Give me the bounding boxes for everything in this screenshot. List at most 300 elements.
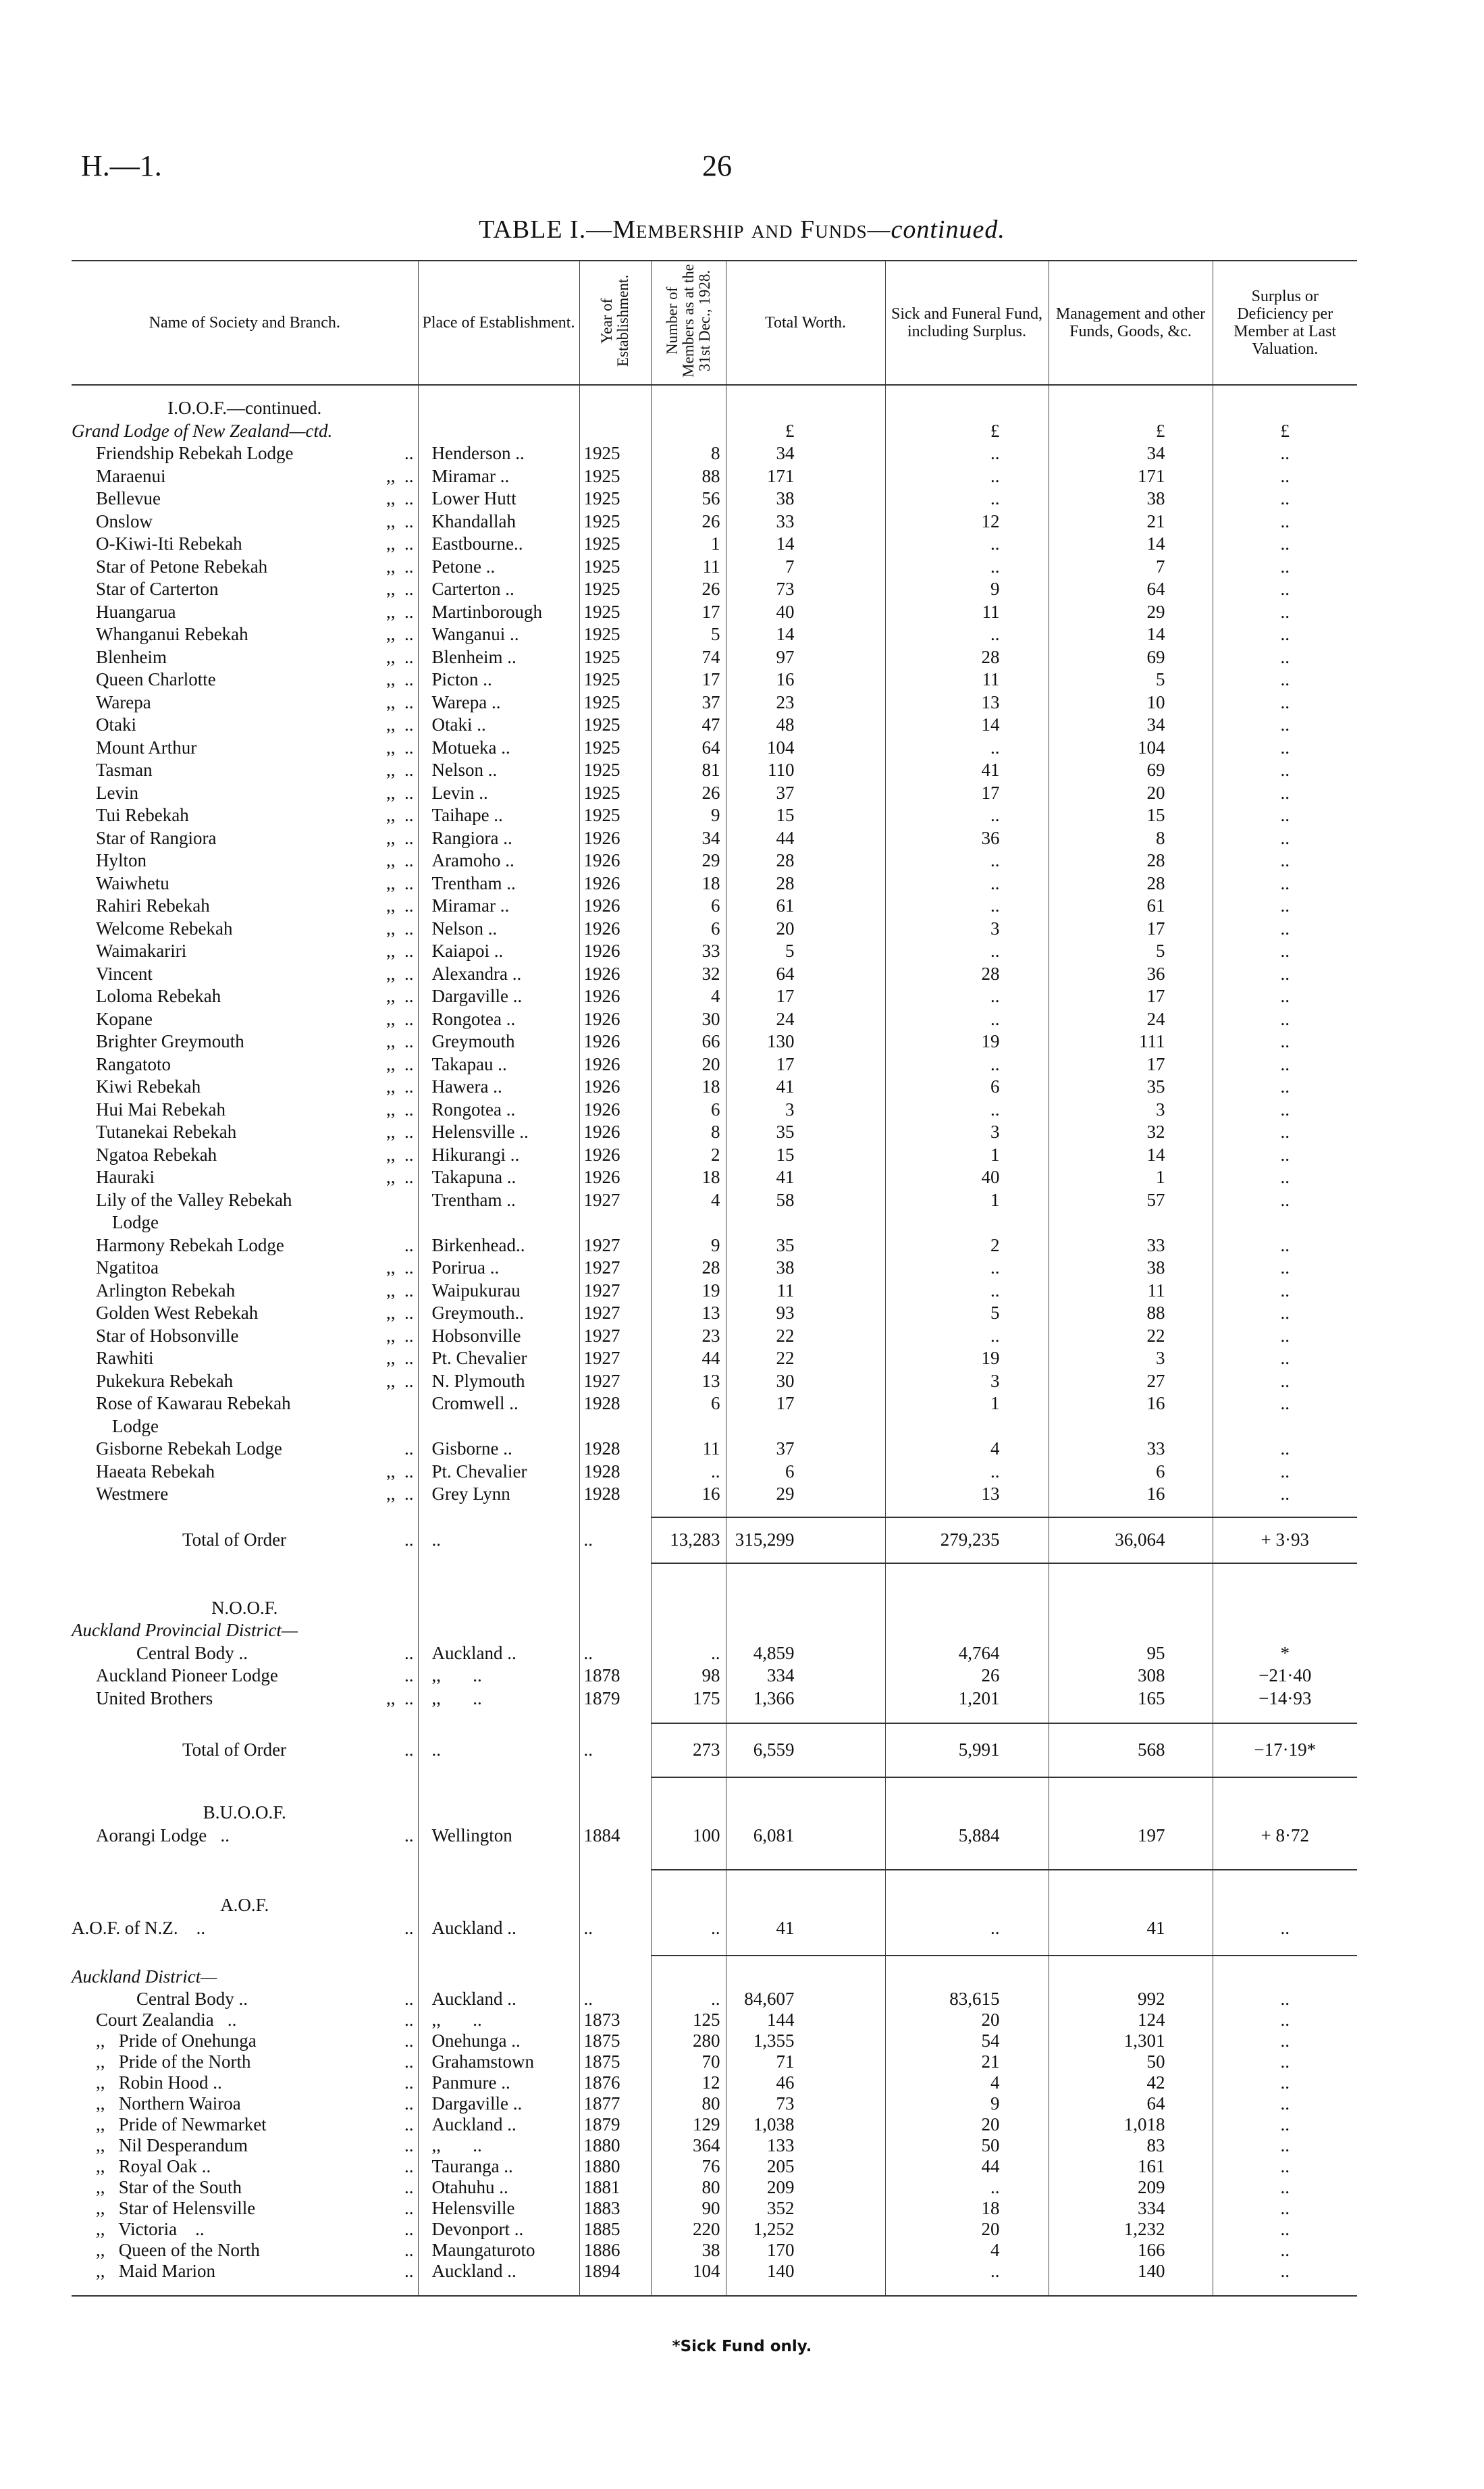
cell-members: 13: [651, 1302, 726, 1325]
cell-members: 29: [651, 849, 726, 872]
name-cell: [72, 1687, 418, 1710]
cell-management-funds: 41: [1049, 1917, 1213, 1940]
leader-dots: ,, ..: [386, 465, 414, 486]
cell-sick-fund: 11: [885, 601, 1049, 624]
table-row: [72, 646, 1357, 669]
cell-members: 30: [651, 1008, 726, 1031]
cell-total-worth: 38: [726, 1257, 885, 1280]
cell-surplus: ..: [1213, 669, 1357, 691]
cell-name: B.U.O.O.F.: [203, 1802, 286, 1823]
cell-members: 364: [651, 2135, 726, 2156]
cell-place: Grey Lynn: [418, 1483, 579, 1506]
cell-surplus: [1213, 397, 1357, 420]
cell-members: 17: [651, 601, 726, 624]
cell-name: [72, 533, 418, 556]
cell-name: [72, 849, 418, 872]
cell-surplus: ..: [1213, 737, 1357, 760]
cell-total-worth: 97: [726, 646, 885, 669]
cell-place: Hikurangi ..: [418, 1144, 579, 1167]
cell-members: ..: [651, 1461, 726, 1484]
cell-place: Otahuhu ..: [418, 2177, 579, 2198]
cell-name: [72, 1506, 418, 1517]
leader-dots: ..: [404, 2218, 414, 2239]
cell-total-worth: 28: [726, 872, 885, 895]
cell-members: [651, 397, 726, 420]
cell-total-worth: 22: [726, 1347, 885, 1370]
cell-total-worth: 104: [726, 737, 885, 760]
cell-place: Rangiora ..: [418, 827, 579, 850]
table-row: [72, 782, 1357, 805]
page-number: 26: [702, 149, 732, 182]
cell-sick-fund: 5: [885, 1302, 1049, 1325]
cell-total-worth: [726, 1847, 885, 1870]
branch-name: Loloma Rebekah: [96, 986, 221, 1006]
cell-sick-fund: [885, 1802, 1049, 1825]
cell-total-worth: 110: [726, 759, 885, 782]
section-heading-row: [72, 1802, 1357, 1825]
cell-total-worth: 1,252: [726, 2219, 885, 2240]
cell-name: N.O.O.F.: [211, 1597, 278, 1618]
cell-total-worth: 41: [726, 1076, 885, 1099]
cell-members: [651, 420, 726, 443]
cell-place: Panmure ..: [418, 2072, 579, 2093]
branch-name: ,, Northern Wairoa: [96, 2093, 241, 2114]
leader-dots: ,, ..: [386, 805, 414, 825]
table-row: [72, 1989, 1357, 2010]
cell-management-funds: 3: [1049, 1099, 1213, 1122]
cell-sick-fund: 279,235: [885, 1517, 1049, 1563]
cell-members: 100: [651, 1825, 726, 1848]
cell-members: [651, 1847, 726, 1870]
col-header-total-worth: Total Worth.: [726, 261, 885, 385]
cell-place: Aramoho ..: [418, 849, 579, 872]
cell-management-funds: 28: [1049, 872, 1213, 895]
cell-place: Carterton ..: [418, 578, 579, 601]
name-cell: [72, 849, 418, 872]
cell-year: [579, 1710, 651, 1723]
leader-dots: ,, ..: [386, 895, 414, 916]
cell-sick-fund: 5,991: [885, 1723, 1049, 1777]
name-cell: [72, 601, 418, 624]
cell-sick-fund: ..: [885, 1461, 1049, 1484]
cell-surplus: ..: [1213, 963, 1357, 986]
leader-dots: ..: [404, 2239, 414, 2260]
cell-members: 38: [651, 2240, 726, 2261]
cell-management-funds: 20: [1049, 782, 1213, 805]
cell-total-worth: [726, 1870, 885, 1894]
cell-name: [72, 1825, 418, 1848]
name-cell: [72, 1370, 418, 1393]
cell-total-worth: 48: [726, 714, 885, 737]
cell-place: Miramar ..: [418, 465, 579, 488]
cell-year: [579, 1802, 651, 1825]
cell-members: ..: [651, 1917, 726, 1940]
cell-place: [418, 1506, 579, 1517]
cell-management-funds: [1049, 1710, 1213, 1723]
cell-sick-fund: 20: [885, 2010, 1049, 2031]
leader-dots: ,, ..: [386, 850, 414, 870]
cell-name: [72, 963, 418, 986]
name-cell: [72, 1280, 418, 1303]
cell-surplus: ..: [1213, 2219, 1357, 2240]
name-cell: [72, 1257, 418, 1280]
cell-members: 13: [651, 1370, 726, 1393]
cell-place: Auckland ..: [418, 2114, 579, 2135]
cell-total-worth: [726, 397, 885, 420]
cell-members: 175: [651, 1687, 726, 1710]
cell-year: 1926: [579, 1076, 651, 1099]
cell-members: 26: [651, 782, 726, 805]
cell-surplus: ..: [1213, 1917, 1357, 1940]
spacer-row: [72, 385, 1357, 397]
name-cell: [72, 1989, 418, 2010]
cell-surplus: ..: [1213, 1392, 1357, 1415]
cell-management-funds: 10: [1049, 691, 1213, 714]
cell-place: Dargaville ..: [418, 985, 579, 1008]
name-cell: [72, 2219, 418, 2240]
cell-year: 1926: [579, 895, 651, 918]
cell-name: [72, 2261, 418, 2282]
cell-sick-fund: ..: [885, 895, 1049, 918]
cell-year: 1875: [579, 2051, 651, 2072]
name-cell: [72, 1461, 418, 1484]
cell-name: [72, 2093, 418, 2114]
spacer-row: [72, 1870, 1357, 1894]
name-cell: [72, 918, 418, 941]
table-row: [72, 1121, 1357, 1144]
name-cell: [72, 2240, 418, 2261]
cell-total-worth: 93: [726, 1302, 885, 1325]
cell-management-funds: [1049, 1966, 1213, 1989]
name-cell: [72, 533, 418, 556]
cell-place: Auckland ..: [418, 1989, 579, 2010]
cell-management-funds: 27: [1049, 1370, 1213, 1393]
leader-dots: ,, ..: [386, 782, 414, 803]
name-cell: [72, 2156, 418, 2177]
name-cell: [72, 2093, 418, 2114]
table-row: [72, 2031, 1357, 2051]
cell-surplus: [1213, 1777, 1357, 1802]
cell-surplus: ..: [1213, 623, 1357, 646]
cell-place: Rongotea ..: [418, 1099, 579, 1122]
table-row: [72, 691, 1357, 714]
cell-total-worth: 1,366: [726, 1687, 885, 1710]
cell-members: 34: [651, 827, 726, 850]
branch-name: Waimakariri: [96, 941, 187, 961]
cell-place: [418, 1939, 579, 1956]
cell-place: Greymouth: [418, 1030, 579, 1053]
cell-name: [72, 759, 418, 782]
cell-total-worth: 22: [726, 1325, 885, 1348]
cell-name: [72, 646, 418, 669]
title-main: TABLE I.—: [479, 215, 613, 244]
branch-name: Star of Hobsonville: [96, 1325, 239, 1346]
cell-management-funds: 17: [1049, 1053, 1213, 1076]
cell-name: [72, 2114, 418, 2135]
branch-name: Pukekura Rebekah: [96, 1370, 234, 1391]
cell-name: [72, 1121, 418, 1144]
cell-sick-fund: ..: [885, 804, 1049, 827]
cell-total-worth: 44: [726, 827, 885, 850]
cell-sick-fund: [885, 1777, 1049, 1802]
leader-dots: ..: [404, 1642, 414, 1663]
cell-members: [651, 1563, 726, 1597]
name-cell: [72, 1166, 418, 1189]
cell-total-worth: 209: [726, 2177, 885, 2198]
cell-members: 12: [651, 2072, 726, 2093]
cell-year: 1928: [579, 1483, 651, 1506]
branch-name: Friendship Rebekah Lodge: [96, 443, 294, 463]
name-cell: [72, 1392, 418, 1415]
cell-name: [72, 2031, 418, 2051]
cell-members: 28: [651, 1257, 726, 1280]
cell-surplus: ..: [1213, 488, 1357, 510]
cell-surplus: ..: [1213, 533, 1357, 556]
cell-members: [651, 1802, 726, 1825]
cell-place: Khandallah: [418, 510, 579, 533]
table-row: [72, 940, 1357, 963]
cell-place: Dargaville ..: [418, 2093, 579, 2114]
cell-year: ..: [579, 1642, 651, 1665]
cell-name: [72, 1189, 418, 1212]
cell-members: 33: [651, 940, 726, 963]
name-cell: [72, 1076, 418, 1099]
cell-year: [579, 1966, 651, 1989]
branch-name: Court Zealandia ..: [96, 2009, 237, 2030]
leader-dots: ..: [404, 1665, 414, 1685]
branch-name: Hui Mai Rebekah: [96, 1099, 226, 1120]
table-row: [72, 2156, 1357, 2177]
cell-year: 1926: [579, 1008, 651, 1031]
branch-name: Waiwhetu: [96, 872, 169, 893]
cell-sick-fund: ..: [885, 442, 1049, 465]
cell-total-worth: 71: [726, 2051, 885, 2072]
name-cell: [72, 2114, 418, 2135]
name-cell: [72, 510, 418, 533]
leader-dots: ..: [404, 1988, 414, 2009]
branch-name: ,, Star of the South: [96, 2176, 242, 2197]
cell-sick-fund: 4,764: [885, 1642, 1049, 1665]
branch-name: Lodge: [112, 1415, 159, 1436]
leader-dots: ,, ..: [386, 1348, 414, 1368]
cell-name: [72, 714, 418, 737]
name-cell: [72, 1347, 418, 1370]
cell-total-worth: 5: [726, 940, 885, 963]
cell-name: [72, 1665, 418, 1687]
cell-place: Onehunga ..: [418, 2031, 579, 2051]
cell-place: Birkenhead..: [418, 1234, 579, 1257]
cell-surplus: £: [1213, 420, 1357, 443]
cell-management-funds: 22: [1049, 1325, 1213, 1348]
cell-sick-fund: ..: [885, 872, 1049, 895]
leader-dots: ,, ..: [386, 533, 414, 554]
cell-sick-fund: 21: [885, 2051, 1049, 2072]
branch-name: Rose of Kawarau Rebekah: [96, 1393, 291, 1413]
cell-year: 1925: [579, 623, 651, 646]
name-cell: [72, 1739, 418, 1762]
cell-year: [579, 1506, 651, 1517]
name-cell: [72, 1234, 418, 1257]
cell-year: 1928: [579, 1392, 651, 1415]
cell-management-funds: 95: [1049, 1642, 1213, 1665]
leader-dots: ..: [404, 2155, 414, 2176]
branch-name: United Brothers: [96, 1687, 213, 1708]
footnote: *Sick Fund only.: [672, 2338, 812, 2355]
cell-total-worth: 6: [726, 1461, 885, 1484]
name-cell: [72, 2031, 418, 2051]
leader-dots: ,, ..: [386, 1076, 414, 1097]
cell-management-funds: 38: [1049, 488, 1213, 510]
cell-surplus: [1213, 1415, 1357, 1438]
table-row: [72, 2177, 1357, 2198]
cell-management-funds: 33: [1049, 1234, 1213, 1257]
cell-name: [72, 1415, 418, 1438]
cell-total-worth: 58: [726, 1189, 885, 1212]
cell-members: 129: [651, 2114, 726, 2135]
cell-surplus: ..: [1213, 1053, 1357, 1076]
table-row: [72, 1234, 1357, 1257]
cell-place: Trentham ..: [418, 1189, 579, 1212]
branch-name: Auckland Pioneer Lodge: [96, 1665, 278, 1685]
name-cell: [72, 1415, 418, 1438]
name-cell: [72, 556, 418, 579]
cell-sick-fund: [885, 397, 1049, 420]
cell-name: [72, 1777, 418, 1802]
name-cell: [72, 827, 418, 850]
cell-members: [651, 1597, 726, 1620]
cell-name: [72, 623, 418, 646]
cell-year: 1873: [579, 2010, 651, 2031]
cell-sick-fund: ..: [885, 985, 1049, 1008]
cell-place: ..: [418, 1723, 579, 1777]
cell-sick-fund: 9: [885, 578, 1049, 601]
cell-management-funds: 111: [1049, 1030, 1213, 1053]
cell-total-worth: 37: [726, 1438, 885, 1461]
cell-members: ..: [651, 1989, 726, 2010]
cell-name: [72, 1257, 418, 1280]
cell-name: [72, 1053, 418, 1076]
cell-surplus: ..: [1213, 1166, 1357, 1189]
leader-dots: ,, ..: [386, 1099, 414, 1120]
cell-surplus: ..: [1213, 1438, 1357, 1461]
cell-management-funds: 64: [1049, 578, 1213, 601]
cell-place: Rongotea ..: [418, 1008, 579, 1031]
cell-name: [72, 895, 418, 918]
cell-surplus: ..: [1213, 2051, 1357, 2072]
branch-name: ,, Robin Hood ..: [96, 2072, 222, 2093]
cell-total-worth: 38: [726, 488, 885, 510]
col-header-members-text: Number of Members as at the 31st Dec., 1928.: [663, 264, 713, 377]
cell-name: [72, 2282, 418, 2296]
cell-total-worth: 20: [726, 918, 885, 941]
subsection-row: [72, 1966, 1357, 1989]
cell-total-worth: 33: [726, 510, 885, 533]
spacer-row: [72, 2282, 1357, 2296]
leader-dots: ,, ..: [386, 1370, 414, 1391]
cell-year: ..: [579, 1517, 651, 1563]
cell-year: 1926: [579, 849, 651, 872]
cell-surplus: −17·19*: [1213, 1723, 1357, 1777]
cell-management-funds: 21: [1049, 510, 1213, 533]
cell-sick-fund: ..: [885, 533, 1049, 556]
cell-name: [72, 465, 418, 488]
cell-year: 1927: [579, 1189, 651, 1212]
cell-total-worth: 133: [726, 2135, 885, 2156]
cell-name: [72, 918, 418, 941]
cell-sick-fund: 1,201: [885, 1687, 1049, 1710]
cell-year: [579, 1415, 651, 1438]
cell-management-funds: [1049, 1211, 1213, 1234]
cell-management-funds: 3: [1049, 1347, 1213, 1370]
cell-total-worth: 35: [726, 1234, 885, 1257]
cell-surplus: [1213, 1619, 1357, 1642]
cell-management-funds: 161: [1049, 2156, 1213, 2177]
branch-name: Gisborne Rebekah Lodge: [96, 1438, 282, 1459]
cell-year: 1926: [579, 1099, 651, 1122]
cell-members: 66: [651, 1030, 726, 1053]
cell-members: 70: [651, 2051, 726, 2072]
leader-dots: ..: [404, 1825, 414, 1845]
total-row: [72, 1517, 1357, 1563]
cell-place: Picton ..: [418, 669, 579, 691]
cell-management-funds: 6: [1049, 1461, 1213, 1484]
cell-sick-fund: ..: [885, 2177, 1049, 2198]
table-row: [72, 827, 1357, 850]
table-row: [72, 759, 1357, 782]
leader-dots: ,, ..: [386, 714, 414, 735]
cell-management-funds: 57: [1049, 1189, 1213, 1212]
cell-members: 6: [651, 1099, 726, 1122]
cell-members: 5: [651, 623, 726, 646]
cell-management-funds: [1049, 397, 1213, 420]
cell-name: [72, 1008, 418, 1031]
cell-total-worth: 7: [726, 556, 885, 579]
cell-surplus: ..: [1213, 1144, 1357, 1167]
cell-year: [579, 397, 651, 420]
cell-management-funds: 308: [1049, 1665, 1213, 1687]
cell-surplus: [1213, 1894, 1357, 1917]
cell-year: 1927: [579, 1280, 651, 1303]
cell-name: [72, 1234, 418, 1257]
cell-surplus: [1213, 1506, 1357, 1517]
cell-members: 74: [651, 646, 726, 669]
cell-name: [72, 737, 418, 760]
leader-dots: ,, ..: [386, 1687, 414, 1708]
cell-surplus: ..: [1213, 1076, 1357, 1099]
branch-name: Warepa: [96, 691, 151, 712]
cell-year: 1926: [579, 1030, 651, 1053]
cell-place: Hawera ..: [418, 1076, 579, 1099]
cell-management-funds: [1049, 1802, 1213, 1825]
cell-name: [72, 669, 418, 691]
cell-sick-fund: [885, 1966, 1049, 1989]
cell-surplus: ..: [1213, 646, 1357, 669]
cell-total-worth: 11: [726, 1280, 885, 1303]
branch-name: Golden West Rebekah: [96, 1303, 259, 1323]
cell-management-funds: 88: [1049, 1302, 1213, 1325]
cell-total-worth: 73: [726, 2093, 885, 2114]
table-row: [72, 442, 1357, 465]
cell-place: Lower Hutt: [418, 488, 579, 510]
leader-dots: ,, ..: [386, 669, 414, 689]
name-cell: [72, 2177, 418, 2198]
spacer-row: [72, 1563, 1357, 1597]
cell-sick-fund: 28: [885, 646, 1049, 669]
branch-name: Otaki: [96, 714, 136, 735]
cell-place: [418, 385, 579, 397]
cell-total-worth: [726, 1563, 885, 1597]
cell-year: 1926: [579, 940, 651, 963]
